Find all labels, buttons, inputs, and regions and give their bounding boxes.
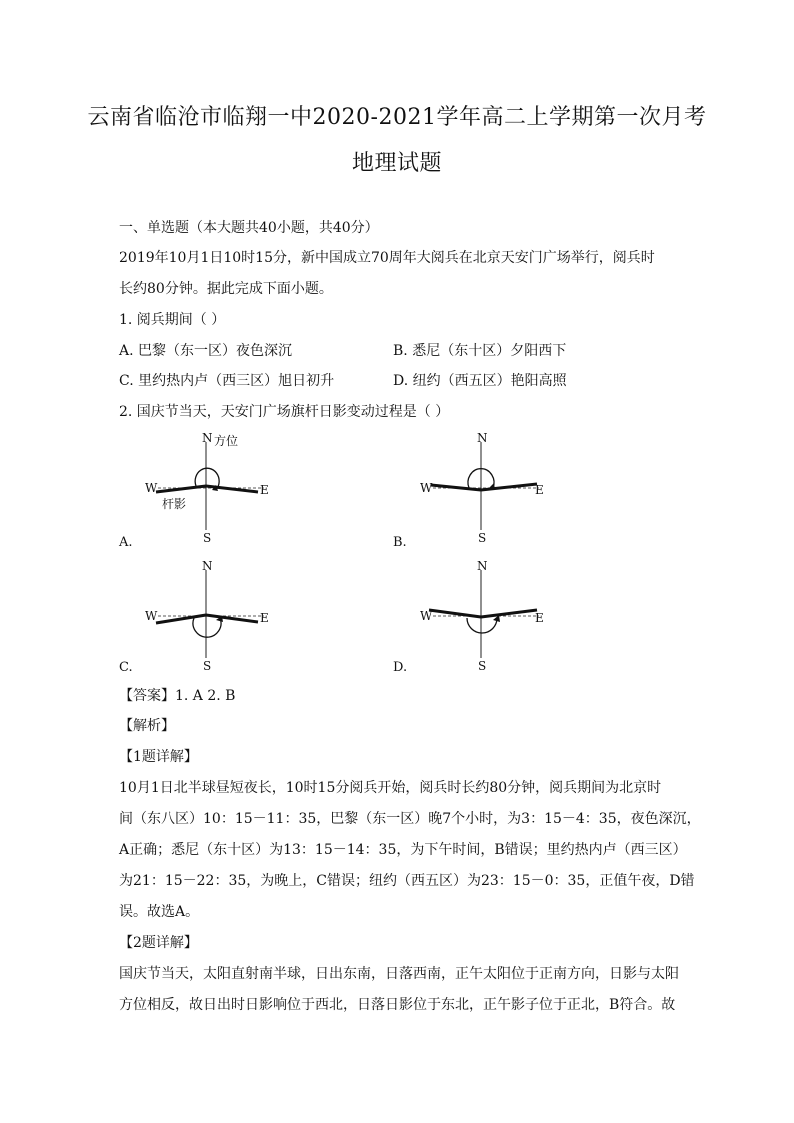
north-label: N (202, 559, 213, 573)
north-label: N (477, 559, 488, 573)
east-label: E (535, 611, 544, 625)
answer-line: 【答案】1. A 2. B (119, 688, 236, 704)
analysis-heading: 【解析】 (119, 718, 175, 734)
document-title-line2: 地理试题 (351, 151, 442, 176)
south-label: S (478, 659, 487, 673)
document-title-line1: 云南省临沧市临翔一中2020-2021学年高二上学期第一次月考 (87, 105, 707, 130)
diagram-line (156, 486, 206, 492)
detail-1-heading: 【1题详解】 (119, 749, 198, 765)
intro-line-1: 2019年10月1日10时15分，新中国成立70周年大阅兵在北京天安门广场举行，阅兵时 (119, 250, 655, 266)
question-1-stem: 1. 阅兵期间（ ） (119, 312, 226, 328)
shadow-diagram-b (415, 430, 555, 545)
south-label: S (203, 659, 212, 673)
diagram-label-d: D. (393, 660, 408, 675)
question-1-option-b: B. 悉尼（东十区）夕阳西下 (393, 343, 567, 359)
west-label: W (420, 481, 433, 495)
east-label: E (260, 611, 269, 625)
section-heading: 一、单选题（本大题共40小题，共40分） (119, 220, 379, 236)
detail-2-line: 国庆节当天，太阳直射南半球，日出东南，日落西南，正午太阳位于正南方向，日影与太阳 (119, 966, 679, 982)
detail-2-heading: 【2题详解】 (119, 935, 198, 951)
west-label: W (145, 609, 158, 623)
shadow-diagram-a (140, 430, 280, 545)
north-label: N (202, 431, 213, 445)
shadow-label: 杆影 (162, 497, 187, 511)
diagram-label-c: C. (119, 660, 133, 675)
detail-1-line: A正确；悉尼（东十区）为13：15－14：35，为下午时间，B错误；里约热内卢（西三区） (119, 842, 687, 858)
diagram-label-a: A. (119, 535, 133, 550)
detail-2-line: 方位相反，故日出时日影响位于西北，日落日影位于东北，正午影子位于正北，B符合。故 (119, 997, 676, 1013)
direction-arrow (193, 618, 221, 637)
detail-1-line: 10月1日北半球昼短夜长，10时15分阅兵开始，阅兵时长约80分钟，阅兵期间为北京时 (119, 780, 662, 796)
south-label: S (478, 531, 487, 545)
north-label: N (477, 431, 488, 445)
shadow-diagram-c (140, 558, 280, 673)
west-label: W (145, 481, 158, 495)
west-label: W (420, 609, 433, 623)
detail-1-line: 间（东八区）10：15－11：35，巴黎（东一区）晚7个小时，为3：15－4：35，夜色深沉， (119, 811, 701, 827)
diagram-label-b: B. (393, 535, 407, 550)
south-label: S (203, 531, 212, 545)
question-1-option-d: D. 纽约（西五区）艳阳高照 (393, 373, 567, 389)
question-1-option-c: C. 里约热内卢（西三区）旭日初升 (119, 373, 335, 389)
direction-arrow (467, 618, 497, 633)
detail-1-line: 为21：15－22：35，为晚上，C错误；纽约（西五区）为23：15－0：35，正值午夜，D错 (119, 873, 695, 889)
detail-1-line: 误。故选A。 (119, 904, 200, 920)
shadow-diagram-d (415, 558, 555, 673)
azimuth-label: 方位 (214, 434, 239, 448)
question-1-option-a: A. 巴黎（东一区）夜色深沉 (119, 343, 293, 359)
east-label: E (535, 483, 544, 497)
question-2-stem: 2. 国庆节当天，天安门广场旗杆日影变动过程是（ ） (119, 404, 450, 420)
intro-line-2: 长约80分钟。据此完成下面小题。 (119, 281, 333, 297)
diagram-line (481, 484, 537, 490)
diagram-line (431, 485, 481, 490)
east-label: E (260, 483, 269, 497)
